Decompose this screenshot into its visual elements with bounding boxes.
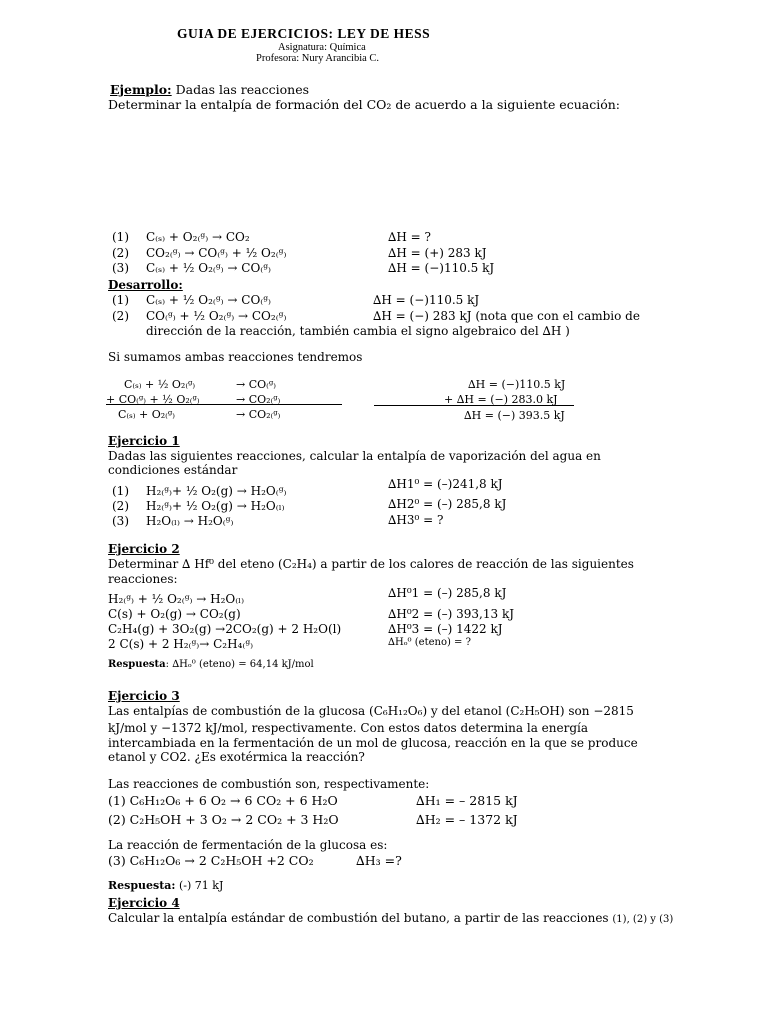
ejercicio4-refs: (1), (2) y (3)	[612, 914, 674, 925]
reaction-enthalpy: ∆H₃ =?	[356, 853, 402, 868]
sum-reactants: C₍ₛ₎ + ½ O₂₍ᵍ₎	[124, 378, 196, 391]
reaction-equation: CO₂₍ᵍ₎ → CO₍ᵍ₎ + ½ O₂₍ᵍ₎	[146, 246, 287, 260]
ejercicio3-text: etanol y CO2. ¿Es exotérmica la reacción?	[108, 750, 365, 764]
reaction-equation: (2) C₂H₅OH + 3 O₂ → 2 CO₂ + 3 H₂O	[108, 812, 339, 827]
ejercicio2-answer	[108, 659, 314, 670]
reaction-number: (2)	[112, 246, 129, 260]
sum-enthalpy: + ∆H = (−) 283.0 kJ	[444, 393, 558, 406]
ejercicio4-heading: Ejercicio 4	[108, 896, 180, 910]
ejercicio3-text: kJ/mol y −1372 kJ/mol, respectivamente. Con estos datos determina la energía	[108, 721, 589, 735]
ejercicio3-answer	[108, 879, 223, 892]
reaction-enthalpy: ∆H = (−)110.5 kJ	[388, 261, 495, 275]
teacher-line: Profesora: Nury Arancibia C.	[256, 53, 380, 64]
reaction-enthalpy: ∆H3⁰ = ?	[388, 513, 444, 527]
ejercicio3-fermentation-intro: La reacción de fermentación de la glucosa es:	[108, 838, 388, 852]
reaction-equation: (1) C₆H₁₂O₆ + 6 O₂ → 6 CO₂ + 6 H₂O	[108, 793, 338, 808]
ejercicio3-text: intercambiada en la fermentación de un mol de glucosa, reacción en la que se produce	[108, 736, 638, 750]
ejercicio3-text: Las entalpías de combustión de la glucosa (C₆H₁₂O₆) y del etanol (C₂H₅OH) son −2815	[108, 704, 634, 718]
ejemplo-intro-line	[110, 82, 309, 97]
ejercicio1-text: condiciones estándar	[108, 463, 238, 477]
reaction-number: (2)	[112, 309, 129, 323]
sum-enthalpy: ∆H = (−) 393.5 kJ	[464, 409, 565, 422]
reaction-enthalpy: ∆H = (−) 283 kJ (nota que con el cambio de	[373, 309, 640, 323]
reaction-number: (3)	[112, 261, 129, 275]
sum-products: → CO₍ᵍ₎	[236, 378, 276, 391]
sum-enthalpy: ∆H = (−)110.5 kJ	[468, 378, 566, 391]
reaction-equation: CO₍ᵍ₎ + ½ O₂₍ᵍ₎ → CO₂₍ᵍ₎	[146, 309, 287, 323]
desarrollo-heading: Desarrollo:	[108, 278, 183, 292]
ejercicio1-text: Dadas las siguientes reacciones, calcular la entalpía de vaporización del agua en	[108, 449, 601, 463]
reaction-enthalpy: ∆H⁰3 = (–) 1422 kJ	[388, 622, 503, 636]
reaction-enthalpy: ∆H⁰1 = (–) 285,8 kJ	[388, 586, 507, 600]
reaction-number: (1)	[112, 230, 129, 244]
ejercicio3-combustion-intro: Las reacciones de combustión son, respectivamente:	[108, 777, 430, 791]
reaction-enthalpy: ∆H2⁰ = (–) 285,8 kJ	[388, 497, 507, 511]
reaction-number: (3)	[112, 514, 129, 528]
sum-products: → CO₂₍ᵍ₎	[236, 408, 281, 421]
ejercicio3-heading: Ejercicio 3	[108, 689, 180, 703]
reaction-equation: 2 C(s) + 2 H₂₍ᵍ₎→ C₂H₄₍ᵍ₎	[108, 637, 254, 651]
sum-divider-left	[106, 404, 342, 405]
reaction-enthalpy: ∆H = (+) 283 kJ	[388, 246, 487, 260]
ejercicio4-text: Calcular la entalpía estándar de combustión del butano, a partir de las reacciones	[108, 911, 609, 925]
sum-reactants: C₍ₛ₎ + O₂₍ᵍ₎	[118, 408, 175, 421]
reaction-equation: H₂₍ᵍ₎ + ½ O₂₍ᵍ₎ → H₂O₍ₗ₎	[108, 592, 245, 606]
subject-line: Asignatura: Química	[278, 42, 366, 53]
answer-label: Respuesta	[108, 659, 166, 670]
reaction-enthalpy: ∆H1⁰ = (–)241,8 kJ	[388, 477, 503, 491]
reaction-equation: C₍ₛ₎ + ½ O₂₍ᵍ₎ → CO₍ᵍ₎	[146, 261, 271, 275]
reaction-equation: H₂₍ᵍ₎+ ½ O₂(g) → H₂O₍ₗ₎	[146, 499, 285, 513]
document-title: GUIA DE EJERCICIOS: LEY DE HESS	[177, 26, 431, 41]
reaction-number: (1)	[112, 484, 129, 498]
reaction-enthalpy: ∆H⁰2 = (–) 393,13 kJ	[388, 607, 515, 621]
sum-divider-right	[374, 405, 574, 406]
sum-products: → CO₂₍ᵍ₎	[236, 393, 281, 406]
reaction-number: (1)	[112, 293, 129, 307]
ejercicio1-heading: Ejercicio 1	[108, 434, 180, 448]
ejercicio4-text-line	[108, 911, 673, 925]
answer-label: Respuesta:	[108, 879, 176, 892]
ejercicio2-text: Determinar ∆ Hf⁰ del eteno (C₂H₄) a partir de los calores de reacción de las siguientes	[108, 557, 634, 571]
answer-value: (-) 71 kJ	[178, 879, 224, 892]
ejemplo-intro: Dadas las reacciones	[175, 82, 310, 97]
reaction-equation: C₍ₛ₎ + O₂₍ᵍ₎ → CO₂	[146, 230, 250, 244]
ejercicio2-heading: Ejercicio 2	[108, 542, 180, 556]
reaction-enthalpy: ∆H₂ = – 1372 kJ	[416, 812, 518, 827]
reaction-enthalpy: ∆Hₒ⁰ (eteno) = ?	[388, 637, 471, 648]
ejemplo-heading: Ejemplo:	[110, 82, 172, 97]
answer-value: : ∆Hₒ⁰ (eteno) = 64,14 kJ/mol	[165, 659, 314, 670]
reaction-enthalpy: ∆H₁ = – 2815 kJ	[416, 793, 518, 808]
reaction-equation: H₂₍ᵍ₎+ ½ O₂(g) → H₂O₍ᵍ₎	[146, 484, 287, 498]
reaction-enthalpy: ∆H = ?	[388, 230, 431, 244]
reaction-enthalpy: ∆H = (−)110.5 kJ	[373, 293, 480, 307]
ejemplo-task: Determinar la entalpía de formación del CO₂ de acuerdo a la siguiente ecuación:	[108, 97, 620, 112]
reaction-equation: C₍ₛ₎ + ½ O₂₍ᵍ₎ → CO₍ᵍ₎	[146, 293, 271, 307]
nota-continuation: dirección de la reacción, también cambia el signo algebraico del ∆H )	[146, 324, 570, 338]
reaction-equation: C(s) + O₂(g) → CO₂(g)	[108, 607, 241, 621]
reaction-equation: (3) C₆H₁₂O₆ → 2 C₂H₅OH +2 CO₂	[108, 853, 314, 868]
ejercicio2-text: reacciones:	[108, 572, 178, 586]
suma-intro: Si sumamos ambas reacciones tendremos	[108, 350, 363, 364]
reaction-equation: C₂H₄(g) + 3O₂(g) →2CO₂(g) + 2 H₂O(l)	[108, 622, 342, 636]
reaction-number: (2)	[112, 499, 129, 513]
sum-reactants: + CO₍ᵍ₎ + ½ O₂₍ᵍ₎	[106, 393, 200, 406]
reaction-equation: H₂O₍ₗ₎ → H₂O₍ᵍ₎	[146, 514, 234, 528]
